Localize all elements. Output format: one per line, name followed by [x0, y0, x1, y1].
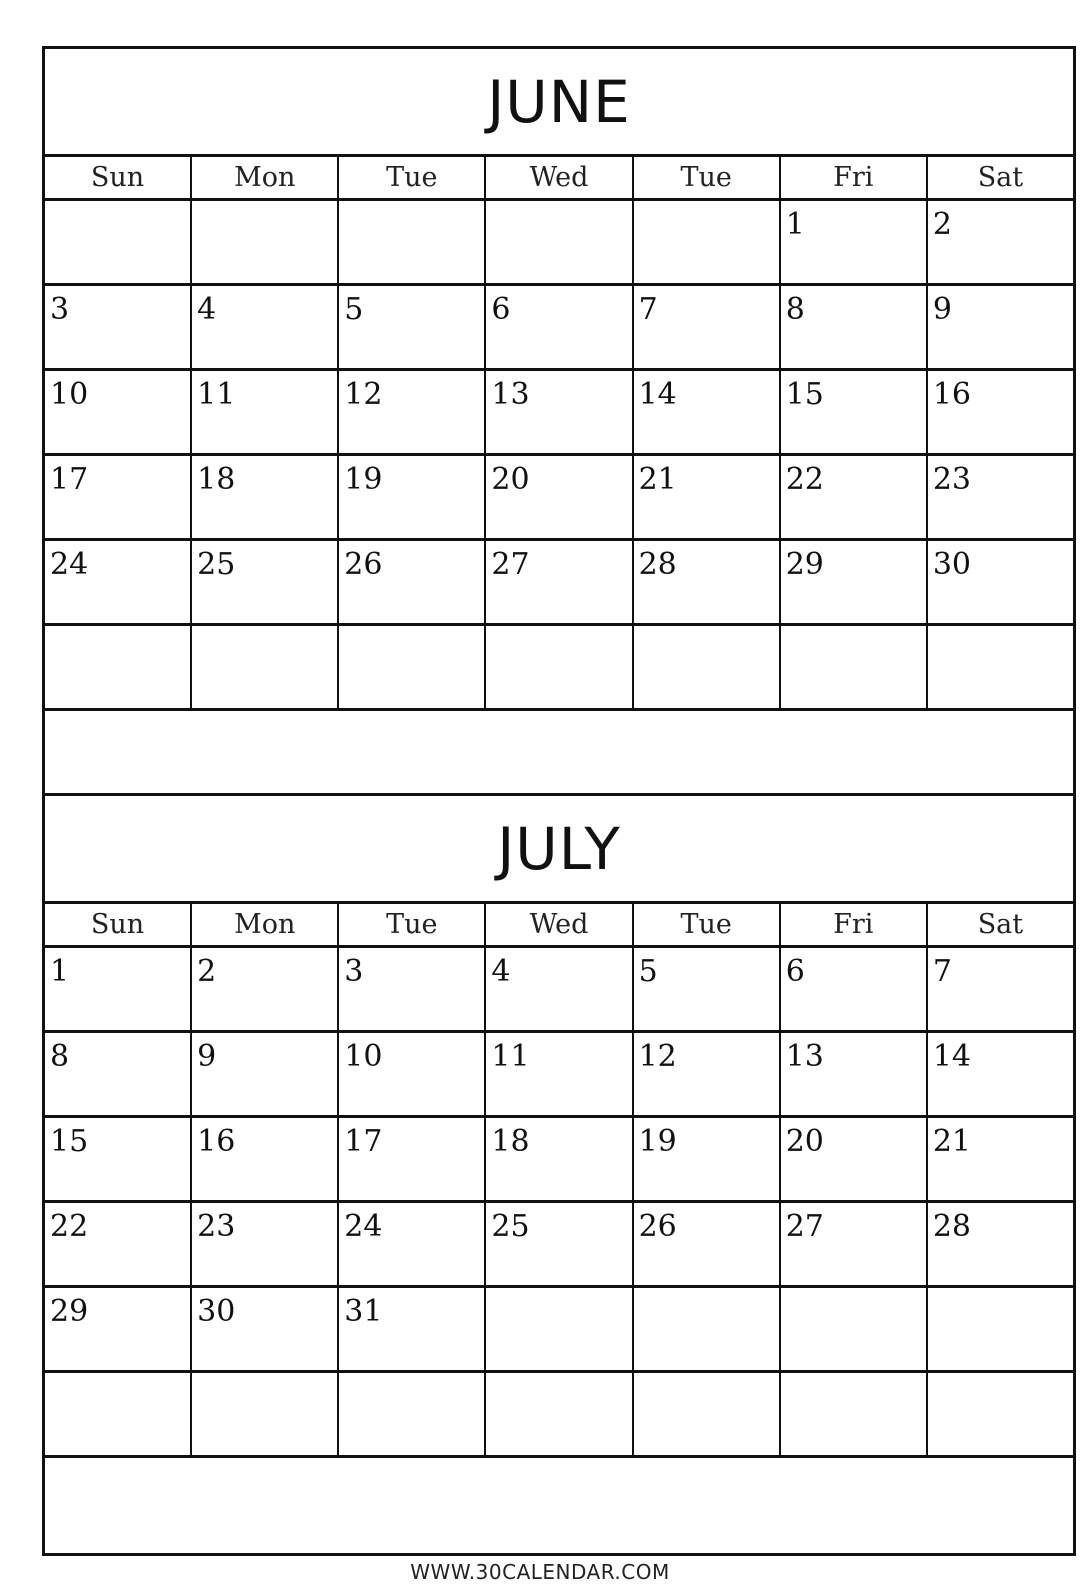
day-cell [634, 626, 781, 708]
day-cell: 3 [45, 286, 192, 368]
day-cell: 14 [634, 371, 781, 453]
day-cell [486, 201, 633, 283]
day-cell: 2 [932, 207, 952, 242]
day-cell: 6 [486, 286, 633, 368]
day-cell: 22 [781, 456, 928, 538]
weekday-label: Fri [781, 904, 928, 945]
week-row [45, 948, 1073, 1033]
day-cell: 6 [781, 948, 928, 1030]
day-cell: 4 [486, 948, 633, 1030]
day-cell: 23 [192, 1203, 339, 1285]
day-cell: 20 [486, 456, 633, 538]
day-cell: 18 [486, 1118, 633, 1200]
day-cell: 1 [45, 948, 192, 1030]
day-cell: 4 [192, 286, 339, 368]
day-cell: 29 [781, 541, 928, 623]
weekday-label: Wed [486, 157, 633, 198]
day-cell: 21 [634, 456, 781, 538]
weekday-label: Sat [977, 909, 1024, 940]
week-row [45, 1033, 1073, 1118]
day-cell: 25 [192, 541, 339, 623]
day-cell [339, 201, 486, 283]
day-cell: 20 [781, 1118, 928, 1200]
week-row [45, 1288, 1073, 1373]
day-cell: 19 [339, 456, 486, 538]
day-cell [486, 1373, 633, 1455]
day-cell: 15 [781, 371, 928, 453]
day-cell [192, 626, 339, 708]
week-row [45, 201, 1073, 286]
weekday-label: Sat [977, 162, 1024, 193]
week-row [45, 626, 1073, 711]
day-cell: 13 [486, 371, 633, 453]
week-row [45, 1203, 1073, 1288]
day-cell: 26 [634, 1203, 781, 1285]
day-cell: 17 [339, 1118, 486, 1200]
day-cell [192, 1373, 339, 1455]
day-cell: 28 [932, 1209, 972, 1244]
day-cell: 1 [781, 201, 928, 283]
day-cell: 8 [781, 286, 928, 368]
day-cell [781, 626, 928, 708]
day-cell: 7 [932, 954, 952, 989]
day-cell: 15 [45, 1118, 192, 1200]
week-row [45, 1373, 1073, 1458]
day-cell: 17 [45, 456, 192, 538]
day-cell [339, 626, 486, 708]
day-cell: 24 [45, 541, 192, 623]
day-cell [486, 1288, 633, 1370]
day-cell: 29 [45, 1288, 192, 1370]
weekday-label: Tue [634, 157, 781, 198]
month-title: JULY [45, 796, 1073, 904]
week-row [45, 371, 1073, 456]
weekday-header-row [45, 904, 1073, 948]
footer-website: WWW.30CALENDAR.COM [410, 1560, 670, 1584]
day-cell [781, 1373, 928, 1455]
day-cell: 30 [192, 1288, 339, 1370]
day-cell: 23 [932, 462, 972, 497]
day-cell: 11 [486, 1033, 633, 1115]
month-title: JUNE [45, 49, 1073, 157]
day-cell [45, 201, 192, 283]
week-row [45, 456, 1073, 541]
month-june [45, 49, 1073, 711]
day-cell: 3 [339, 948, 486, 1030]
weekday-label: Sun [45, 904, 192, 945]
weekday-label: Tue [339, 157, 486, 198]
day-cell: 14 [932, 1039, 972, 1074]
day-cell: 16 [932, 377, 972, 412]
day-cell: 27 [486, 541, 633, 623]
day-cell: 21 [932, 1124, 972, 1159]
calendar-sheet [42, 46, 1076, 1556]
day-cell: 30 [932, 547, 972, 582]
day-cell: 24 [339, 1203, 486, 1285]
day-cell: 27 [781, 1203, 928, 1285]
weekday-label: Mon [192, 904, 339, 945]
day-cell: 22 [45, 1203, 192, 1285]
week-row [45, 1118, 1073, 1203]
day-cell: 13 [781, 1033, 928, 1115]
day-cell: 7 [634, 286, 781, 368]
day-cell [45, 626, 192, 708]
day-cell: 10 [45, 371, 192, 453]
week-row [45, 286, 1073, 371]
day-cell: 5 [339, 286, 486, 368]
day-cell [634, 1373, 781, 1455]
day-cell [45, 1373, 192, 1455]
day-cell: 18 [192, 456, 339, 538]
day-cell: 9 [192, 1033, 339, 1115]
week-row [45, 541, 1073, 626]
day-cell: 16 [192, 1118, 339, 1200]
day-cell: 9 [932, 292, 952, 327]
day-cell: 31 [339, 1288, 486, 1370]
day-cell [486, 626, 633, 708]
day-cell: 26 [339, 541, 486, 623]
day-cell [781, 1288, 928, 1370]
day-cell [928, 1373, 1073, 1455]
day-cell: 8 [45, 1033, 192, 1115]
day-cell: 10 [339, 1033, 486, 1115]
weekday-label: Fri [781, 157, 928, 198]
day-cell: 2 [192, 948, 339, 1030]
day-cell: 12 [339, 371, 486, 453]
weekday-label: Tue [634, 904, 781, 945]
weekday-label: Wed [486, 904, 633, 945]
weekday-header-row [45, 157, 1073, 201]
day-cell: 12 [634, 1033, 781, 1115]
day-cell [339, 1373, 486, 1455]
weekday-label: Tue [339, 904, 486, 945]
day-cell: 28 [634, 541, 781, 623]
day-cell: 5 [634, 948, 781, 1030]
weekday-label: Mon [192, 157, 339, 198]
day-cell [634, 1288, 781, 1370]
day-cell [928, 626, 1073, 708]
weekday-label: Sun [45, 157, 192, 198]
day-cell: 19 [634, 1118, 781, 1200]
day-cell: 11 [192, 371, 339, 453]
day-cell [928, 1288, 1073, 1370]
day-cell [634, 201, 781, 283]
spacer-row [45, 711, 1073, 796]
month-july [45, 796, 1073, 1458]
day-cell [192, 201, 339, 283]
day-cell: 25 [486, 1203, 633, 1285]
